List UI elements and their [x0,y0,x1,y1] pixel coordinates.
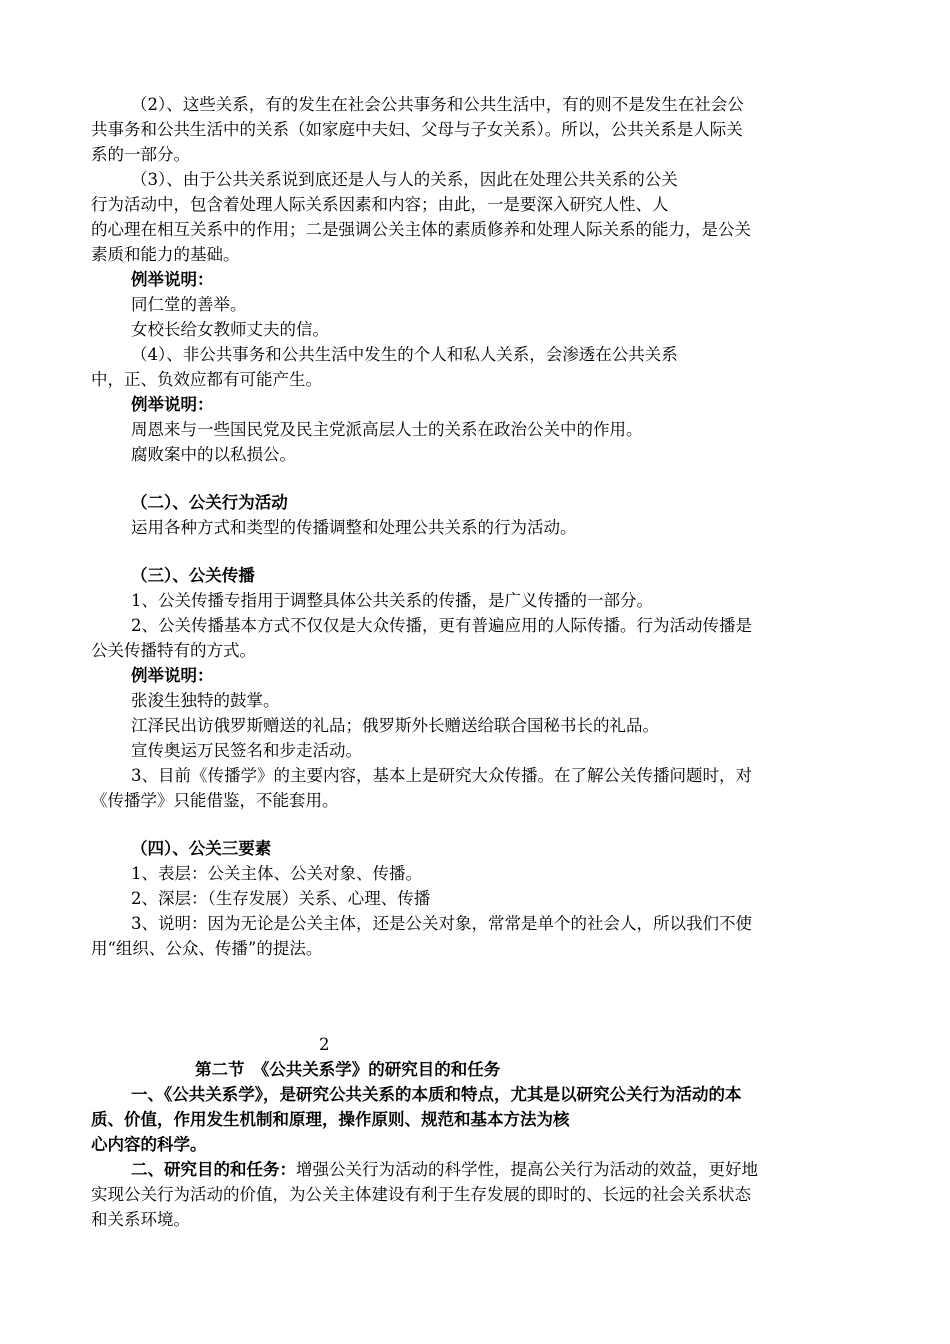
point-2-line-1 [91,1157,861,1182]
point-1-line-3: 心内容的科学。 [91,1135,207,1154]
spacer [91,467,861,490]
example-item: 女校长给女教师丈夫的信。 [131,320,329,339]
example-item: 周恩来与一些国民党及民主党派高层人士的关系在政治公关中的作用。 [131,420,643,439]
list-item-continued: 公关传播特有的方式。 [91,641,256,660]
example-label: 例举说明： [131,270,214,289]
point-1-line-2: 质、价值，作用发生机制和原理，操作原则、规范和基本方法为核 [91,1110,570,1129]
paragraph-3-line-4: 素质和能力的基础。 [91,245,240,264]
example-label: 例举说明： [131,395,214,414]
point-2-line-2: 实现公关行为活动的价值，为公关主体建设有利于生存发展的即时的、长远的社会关系状态 [91,1185,751,1204]
section-text: 运用各种方式和类型的传播调整和处理公共关系的行为活动。 [131,518,577,537]
section-title: 第二节 《公共关系学》的研究目的和任务 [195,1060,501,1079]
section-heading: （三）、公关传播 [131,566,255,585]
list-item: 1、表层：公关主体、公关对象、传播。 [131,864,422,883]
example-item: 同仁堂的善举。 [131,295,247,314]
list-item: 2、深层：（生存发展）关系、心理、传播 [131,889,431,908]
list-item-continued: 《传播学》只能借鉴，不能套用。 [91,791,339,810]
document-page [91,92,861,1232]
paragraph-3-line-2: 行为活动中，包含着处理人际关系因素和内容；由此，一是要深入研究人性、人 [91,195,669,214]
paragraph-3-line-3: 的心理在相互关系中的作用；二是强调公关主体的素质修养和处理人际关系的能力，是公关 [91,220,751,239]
point-2-text: 增强公关行为活动的科学性，提高公关行为活动的效益，更好地 [296,1160,758,1179]
example-item: 宣传奥运万民签名和步走活动。 [131,741,362,760]
section-heading: （四）、公关三要素 [131,839,272,858]
paragraph-2-line-2: 共事务和公共生活中的关系（如家庭中夫妇、父母与子女关系）。所以，公共关系是人际关 [91,120,743,139]
list-item: 3、目前《传播学》的主要内容，基本上是研究大众传播。在了解公关传播问题时，对 [131,766,752,785]
example-label: 例举说明： [131,666,214,685]
paragraph-2-line-1: （2）、这些关系，有的发生在社会公共事务和公共生活中，有的则不是发生在社会公 [131,95,744,114]
spacer [91,961,861,1009]
paragraph-3-line-1: （3）、由于公共关系说到底还是人与人的关系，因此在处理公共关系的公关 [131,170,678,189]
paragraph-2-line-3: 系的一部分。 [91,145,190,164]
section-heading: （二）、公关行为活动 [131,493,288,512]
point-2-line-3: 和关系环境。 [91,1210,190,1229]
example-item: 江泽民出访俄罗斯赠送的礼品；俄罗斯外长赠送给联合国秘书长的礼品。 [131,716,659,735]
list-item-continued: 用“组织、公众、传播”的提法。 [91,939,323,958]
list-item: 3、说明：因为无论是公关主体，还是公关对象，常常是单个的社会人，所以我们不使 [131,914,752,933]
page-number: 2 [319,1035,330,1054]
paragraph-4-line-1: （4）、非公共事务和公共生活中发生的个人和私人关系，会渗透在公共关系 [131,345,678,364]
point-1-line-1: 一、《公共关系学》，是研究公共关系的本质和特点，尤其是以研究公关行为活动的本 [131,1085,742,1104]
example-item: 腐败案中的以私损公。 [131,445,296,464]
list-item: 1、公关传播专指用于调整具体公共关系的传播，是广义传播的一部分。 [131,591,653,610]
spacer [91,813,861,836]
point-2-label: 二、研究目的和任务： [131,1160,296,1179]
list-item: 2、公关传播基本方式不仅仅是大众传播，更有普遍应用的人际传播。行为活动传播是 [131,616,752,635]
paragraph-4-line-2: 中，正、负效应都有可能产生。 [91,370,322,389]
spacer [91,540,861,563]
spacer [91,1009,861,1032]
example-item: 张浚生独特的鼓掌。 [131,691,280,710]
